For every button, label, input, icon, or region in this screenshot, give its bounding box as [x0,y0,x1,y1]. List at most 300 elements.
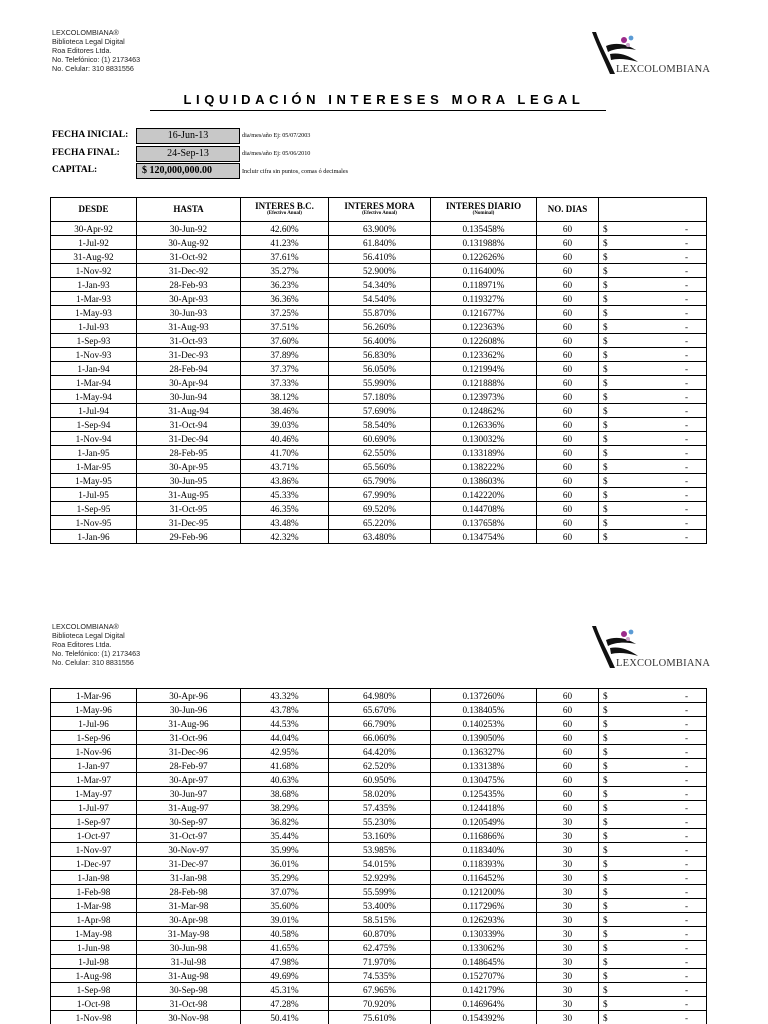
cell-interes-bc: 38.29% [241,801,329,815]
cell-hasta: 31-Dec-93 [137,348,241,362]
cell-no-dias: 30 [537,885,599,899]
capital-field[interactable]: $ 120,000,000.00 [136,163,240,179]
interest-table-1 [50,197,707,544]
cell-amount [599,460,707,474]
cell-interes-mora: 57.435% [329,801,431,815]
amount-value: - [684,349,688,360]
cell-interes-mora: 56.260% [329,320,431,334]
cell-interes-diario: 0.118971% [431,278,537,292]
currency-symbol: $ [603,223,608,234]
table-row [51,829,707,843]
cell-interes-diario: 0.138222% [431,460,537,474]
cell-interes-mora: 60.950% [329,773,431,787]
cell-interes-diario: 0.121677% [431,306,537,320]
cell-no-dias: 60 [537,801,599,815]
title-underline [150,110,606,111]
table-row [51,941,707,955]
cell-interes-diario: 0.124418% [431,801,537,815]
table-row [51,264,707,278]
cell-hasta: 30-Sep-97 [137,815,241,829]
cell-desde: 1-Sep-95 [51,502,137,516]
table-row [51,871,707,885]
cell-interes-mora: 58.515% [329,913,431,927]
cell-desde: 1-Jul-93 [51,320,137,334]
cell-amount [599,759,707,773]
cell-amount [599,502,707,516]
currency-symbol: $ [603,265,608,276]
company-cell: No. Celular: 310 8831556 [52,658,134,667]
cell-interes-mora: 65.790% [329,474,431,488]
cell-desde: 1-Jan-94 [51,362,137,376]
cell-interes-diario: 0.116400% [431,264,537,278]
currency-symbol: $ [603,718,608,729]
header-interes-mora-label: INTERES MORA [344,201,415,211]
table-row [51,320,707,334]
cell-hasta: 31-Oct-96 [137,731,241,745]
table-row [51,773,707,787]
cell-hasta: 30-Sep-98 [137,983,241,997]
table-row [51,885,707,899]
cell-no-dias: 60 [537,222,599,236]
amount-value: - [684,223,688,234]
cell-interes-mora: 63.900% [329,222,431,236]
table-row [51,689,707,703]
cell-desde: 1-Mar-94 [51,376,137,390]
cell-interes-diario: 0.119327% [431,292,537,306]
cell-desde: 1-Jul-97 [51,801,137,815]
table-row [51,927,707,941]
cell-amount [599,488,707,502]
amount-value: - [684,377,688,388]
cell-interes-diario: 0.121994% [431,362,537,376]
cell-interes-bc: 42.32% [241,530,329,544]
cell-interes-diario: 0.116866% [431,829,537,843]
cell-interes-bc: 39.03% [241,418,329,432]
header-no-dias-label: NO. DIAS [547,204,588,214]
table-row [51,530,707,544]
fecha-final-field[interactable]: 24-Sep-13 [136,146,240,162]
cell-interes-bc: 37.37% [241,362,329,376]
cell-interes-diario: 0.123973% [431,390,537,404]
header-interes-bc [241,198,329,222]
cell-hasta: 30-Apr-96 [137,689,241,703]
header-interes-diario-sub: (Nominal) [472,211,495,216]
cell-interes-diario: 0.146964% [431,997,537,1011]
cell-interes-diario: 0.126293% [431,913,537,927]
amount-value: - [684,307,688,318]
amount-value: - [684,1012,688,1023]
cell-interes-bc: 37.25% [241,306,329,320]
lexcolombiana-logo-repeat [584,620,714,674]
cell-interes-mora: 56.400% [329,334,431,348]
cell-desde: 1-Jul-95 [51,488,137,502]
currency-symbol: $ [603,984,608,995]
cell-amount [599,292,707,306]
currency-symbol: $ [603,872,608,883]
cell-hasta: 31-Dec-94 [137,432,241,446]
fecha-inicial-field[interactable]: 16-Jun-13 [136,128,240,144]
header-desde [51,198,137,222]
cell-amount [599,913,707,927]
cell-desde: 1-Jul-98 [51,955,137,969]
table-row [51,474,707,488]
cell-interes-mora: 71.970% [329,955,431,969]
cell-interes-mora: 65.560% [329,460,431,474]
cell-hasta: 31-Aug-93 [137,320,241,334]
currency-symbol: $ [603,321,608,332]
cell-no-dias: 60 [537,362,599,376]
table-row [51,418,707,432]
table-row [51,955,707,969]
cell-interes-bc: 41.70% [241,446,329,460]
header-interes-diario [431,198,537,222]
table-row [51,745,707,759]
cell-interes-mora: 53.985% [329,843,431,857]
currency-symbol: $ [603,349,608,360]
capital-label: CAPITAL: [52,165,98,175]
currency-symbol: $ [603,405,608,416]
cell-amount [599,941,707,955]
table-2-body [51,689,707,1024]
cell-interes-bc: 43.71% [241,460,329,474]
header-interes-mora-sub: (Efectivo Anual) [362,211,397,216]
cell-amount [599,474,707,488]
cell-desde: 1-Mar-96 [51,689,137,703]
cell-amount [599,530,707,544]
cell-interes-mora: 61.840% [329,236,431,250]
cell-hasta: 30-Jun-98 [137,941,241,955]
cell-interes-bc: 49.69% [241,969,329,983]
cell-no-dias: 60 [537,250,599,264]
company-name: LEXCOLOMBIANA® [52,28,119,37]
cell-no-dias: 30 [537,941,599,955]
amount-value: - [684,844,688,855]
amount-value: - [684,503,688,514]
cell-amount [599,516,707,530]
cell-no-dias: 60 [537,731,599,745]
currency-symbol: $ [603,433,608,444]
amount-value: - [684,858,688,869]
cell-amount [599,871,707,885]
cell-interes-diario: 0.130032% [431,432,537,446]
cell-hasta: 31-Oct-98 [137,997,241,1011]
cell-desde: 1-Mar-97 [51,773,137,787]
cell-interes-mora: 60.690% [329,432,431,446]
cell-interes-mora: 54.340% [329,278,431,292]
cell-interes-diario: 0.137658% [431,516,537,530]
cell-interes-diario: 0.120549% [431,815,537,829]
cell-hasta: 31-Oct-95 [137,502,241,516]
cell-no-dias: 30 [537,871,599,885]
currency-symbol: $ [603,858,608,869]
table-row [51,432,707,446]
currency-symbol: $ [603,391,608,402]
company-cell: No. Celular: 310 8831556 [52,64,134,73]
table-row [51,306,707,320]
amount-value: - [684,433,688,444]
cell-desde: 1-Oct-98 [51,997,137,1011]
cell-desde: 1-Nov-94 [51,432,137,446]
cell-interes-mora: 64.980% [329,689,431,703]
amount-value: - [684,489,688,500]
cell-interes-diario: 0.135458% [431,222,537,236]
cell-interes-bc: 43.86% [241,474,329,488]
cell-interes-diario: 0.124862% [431,404,537,418]
cell-desde: 30-Apr-92 [51,222,137,236]
cell-no-dias: 30 [537,927,599,941]
cell-interes-mora: 62.475% [329,941,431,955]
amount-value: - [684,405,688,416]
amount-value: - [684,746,688,757]
cell-amount [599,348,707,362]
cell-hasta: 30-Jun-94 [137,390,241,404]
cell-amount [599,264,707,278]
amount-value: - [684,419,688,430]
cell-desde: 1-Feb-98 [51,885,137,899]
table-row [51,1011,707,1024]
cell-interes-mora: 52.900% [329,264,431,278]
cell-hasta: 30-Jun-95 [137,474,241,488]
cell-no-dias: 60 [537,264,599,278]
cell-interes-diario: 0.140253% [431,717,537,731]
cell-desde: 1-Nov-98 [51,1011,137,1024]
cell-desde: 1-Jan-96 [51,530,137,544]
table-row [51,731,707,745]
cell-amount [599,857,707,871]
cell-interes-mora: 54.540% [329,292,431,306]
table-row [51,899,707,913]
amount-value: - [684,363,688,374]
cell-interes-mora: 62.550% [329,446,431,460]
cell-interes-bc: 37.89% [241,348,329,362]
cell-amount [599,969,707,983]
cell-no-dias: 30 [537,857,599,871]
currency-symbol: $ [603,517,608,528]
cell-hasta: 31-Mar-98 [137,899,241,913]
cell-desde: 1-May-98 [51,927,137,941]
cell-amount [599,418,707,432]
cell-interes-mora: 63.480% [329,530,431,544]
cell-no-dias: 30 [537,815,599,829]
cell-amount [599,731,707,745]
cell-interes-bc: 35.60% [241,899,329,913]
cell-no-dias: 30 [537,983,599,997]
cell-hasta: 31-Aug-96 [137,717,241,731]
currency-symbol: $ [603,293,608,304]
cell-hasta: 28-Feb-94 [137,362,241,376]
table-row [51,857,707,871]
cell-desde: 1-Jan-98 [51,871,137,885]
cell-interes-bc: 36.82% [241,815,329,829]
table-row [51,717,707,731]
currency-symbol: $ [603,956,608,967]
cell-interes-mora: 58.540% [329,418,431,432]
cell-interes-mora: 55.599% [329,885,431,899]
cell-hasta: 28-Feb-95 [137,446,241,460]
currency-symbol: $ [603,746,608,757]
cell-interes-diario: 0.138603% [431,474,537,488]
cell-interes-diario: 0.125435% [431,787,537,801]
cell-hasta: 30-Jun-96 [137,703,241,717]
cell-no-dias: 60 [537,390,599,404]
cell-hasta: 30-Apr-98 [137,913,241,927]
cell-no-dias: 60 [537,488,599,502]
cell-amount [599,432,707,446]
cell-interes-bc: 41.68% [241,759,329,773]
cell-interes-bc: 37.07% [241,885,329,899]
currency-symbol: $ [603,732,608,743]
cell-interes-bc: 37.33% [241,376,329,390]
cell-interes-bc: 41.65% [241,941,329,955]
amount-value: - [684,872,688,883]
table-row [51,446,707,460]
header-interes-diario-label: INTERES DIARIO [445,201,522,211]
interest-table-2 [50,688,707,1024]
cell-interes-mora: 65.220% [329,516,431,530]
table-row [51,292,707,306]
cell-interes-bc: 50.41% [241,1011,329,1024]
currency-symbol: $ [603,788,608,799]
cell-hasta: 31-Oct-93 [137,334,241,348]
currency-symbol: $ [603,942,608,953]
cell-hasta: 30-Apr-97 [137,773,241,787]
cell-interes-diario: 0.122626% [431,250,537,264]
cell-no-dias: 60 [537,376,599,390]
cell-no-dias: 60 [537,320,599,334]
currency-symbol: $ [603,489,608,500]
cell-interes-bc: 38.46% [241,404,329,418]
table-row [51,516,707,530]
amount-value: - [684,321,688,332]
cell-no-dias: 30 [537,969,599,983]
amount-value: - [684,475,688,486]
cell-interes-diario: 0.118393% [431,857,537,871]
cell-interes-diario: 0.117296% [431,899,537,913]
table-row [51,983,707,997]
logo-text: LEXCOLOMBIANA [616,64,711,75]
cell-amount [599,1011,707,1024]
currency-symbol: $ [603,774,608,785]
cell-interes-bc: 35.44% [241,829,329,843]
cell-interes-mora: 56.410% [329,250,431,264]
cell-no-dias: 60 [537,474,599,488]
amount-value: - [684,391,688,402]
cell-amount [599,404,707,418]
cell-amount [599,717,707,731]
currency-symbol: $ [603,447,608,458]
cell-desde: 1-Dec-97 [51,857,137,871]
cell-interes-bc: 45.33% [241,488,329,502]
amount-value: - [684,461,688,472]
cell-no-dias: 60 [537,745,599,759]
cell-desde: 1-Jan-97 [51,759,137,773]
cell-desde: 1-Mar-95 [51,460,137,474]
amount-value: - [684,942,688,953]
cell-no-dias: 30 [537,1011,599,1024]
cell-interes-mora: 66.790% [329,717,431,731]
amount-value: - [684,956,688,967]
cell-interes-mora: 64.420% [329,745,431,759]
table-row [51,502,707,516]
cell-hasta: 30-Nov-98 [137,1011,241,1024]
cell-amount [599,334,707,348]
cell-hasta: 30-Apr-93 [137,292,241,306]
cell-desde: 1-Aug-98 [51,969,137,983]
company-info [52,28,140,73]
cell-desde: 1-Sep-94 [51,418,137,432]
cell-interes-bc: 47.28% [241,997,329,1011]
cell-amount [599,306,707,320]
cell-no-dias: 60 [537,689,599,703]
cell-no-dias: 60 [537,516,599,530]
cell-desde: 1-Apr-98 [51,913,137,927]
currency-symbol: $ [603,690,608,701]
cell-interes-diario: 0.136327% [431,745,537,759]
logo-text: LEXCOLOMBIANA [616,658,711,669]
cell-no-dias: 60 [537,759,599,773]
cell-amount [599,885,707,899]
cell-interes-mora: 57.180% [329,390,431,404]
table-row [51,222,707,236]
cell-no-dias: 60 [537,773,599,787]
table-row [51,236,707,250]
cell-hasta: 31-Jul-98 [137,955,241,969]
header-amount [599,198,707,222]
amount-value: - [684,265,688,276]
cell-interes-diario: 0.138405% [431,703,537,717]
company-subtitle: Biblioteca Legal Digital [52,631,125,640]
cell-amount [599,278,707,292]
table-row [51,801,707,815]
amount-value: - [684,690,688,701]
fecha-inicial-hint: dia/mes/año Ej: 05/07/2003 [242,132,311,139]
cell-amount [599,773,707,787]
cell-hasta: 30-Jun-97 [137,787,241,801]
cell-desde: 1-Oct-97 [51,829,137,843]
header-no-dias [537,198,599,222]
cell-no-dias: 60 [537,236,599,250]
cell-hasta: 31-Oct-94 [137,418,241,432]
cell-interes-mora: 60.870% [329,927,431,941]
cell-desde: 1-Jul-92 [51,236,137,250]
cell-interes-mora: 57.690% [329,404,431,418]
cell-interes-bc: 37.60% [241,334,329,348]
cell-desde: 1-Sep-96 [51,731,137,745]
table-row [51,390,707,404]
cell-interes-mora: 54.015% [329,857,431,871]
cell-no-dias: 60 [537,348,599,362]
fecha-final-hint: dia/mes/año Ej: 05/06/2010 [242,150,311,157]
cell-interes-mora: 62.520% [329,759,431,773]
cell-interes-mora: 69.520% [329,502,431,516]
currency-symbol: $ [603,307,608,318]
cell-interes-mora: 70.920% [329,997,431,1011]
cell-hasta: 28-Feb-97 [137,759,241,773]
cell-no-dias: 60 [537,432,599,446]
amount-value: - [684,517,688,528]
cell-no-dias: 30 [537,899,599,913]
cell-hasta: 31-Dec-97 [137,857,241,871]
cell-interes-mora: 55.870% [329,306,431,320]
amount-value: - [684,531,688,542]
table-row [51,969,707,983]
amount-value: - [684,237,688,248]
header-interes-mora [329,198,431,222]
cell-hasta: 31-Jan-98 [137,871,241,885]
cell-desde: 1-Nov-95 [51,516,137,530]
cell-interes-diario: 0.133189% [431,446,537,460]
header-hasta-label: HASTA [173,204,204,214]
